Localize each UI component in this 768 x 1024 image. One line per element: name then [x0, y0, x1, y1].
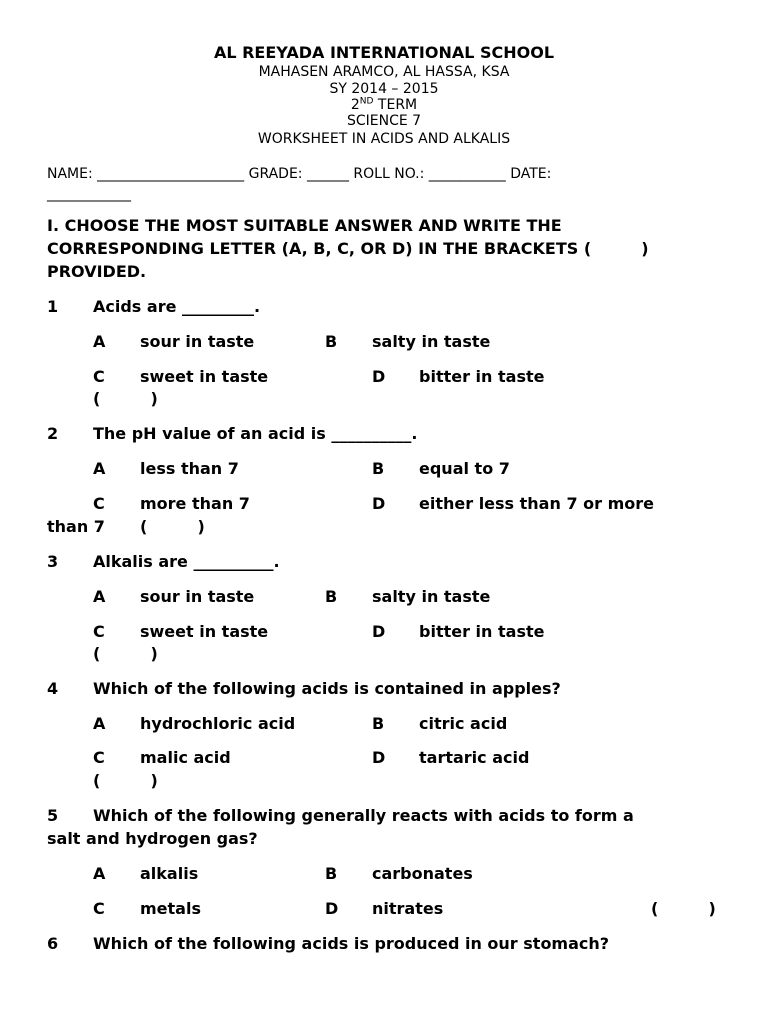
option-text: bitter in taste — [419, 367, 545, 386]
option-text: sour in taste — [140, 587, 255, 606]
option-letter: D — [372, 622, 386, 641]
option-text: tartaric acid — [419, 748, 530, 767]
option-text: less than 7 — [140, 459, 239, 478]
question-number: 5 — [47, 806, 59, 825]
option-text: nitrates — [372, 899, 444, 918]
school-year: SY 2014 – 2015 — [329, 81, 439, 97]
question-text: The pH value of an acid is __________. — [93, 424, 418, 443]
option-letter: C — [93, 899, 105, 918]
question-text-continuation: salt and hydrogen gas? — [47, 829, 258, 848]
option-text: either less than 7 or more — [419, 494, 654, 513]
question-text: Which of the following acids is produced in our stomach? — [93, 934, 610, 953]
option-letter: D — [325, 899, 339, 918]
option-letter: C — [93, 622, 105, 641]
instructions-line-3: PROVIDED. — [47, 262, 147, 281]
option-letter: D — [372, 748, 386, 767]
option-letter: A — [93, 587, 106, 606]
option-letter: D — [372, 494, 386, 513]
option-letter: A — [93, 459, 106, 478]
option-letter: A — [93, 864, 106, 883]
option-text: bitter in taste — [419, 622, 545, 641]
option-letter: A — [93, 714, 106, 733]
answer-bracket: ( ) — [93, 389, 158, 408]
option-letter: C — [93, 367, 105, 386]
instructions-line-1: I. CHOOSE THE MOST SUITABLE ANSWER AND WRITE THE — [47, 216, 562, 235]
question-number: 2 — [47, 424, 59, 443]
worksheet-title: WORKSHEET IN ACIDS AND ALKALIS — [257, 131, 511, 147]
option-text: malic acid — [140, 748, 231, 767]
option-letter: B — [372, 459, 385, 478]
option-letter: C — [93, 748, 105, 767]
term — [0, 97, 768, 114]
option-text: equal to 7 — [419, 459, 510, 478]
option-letter: C — [93, 494, 105, 513]
option-text: carbonates — [372, 864, 473, 883]
student-info-date-blank: ____________ — [47, 186, 131, 202]
option-letter: B — [325, 332, 338, 351]
answer-bracket: ( ) — [651, 899, 716, 918]
option-letter: A — [93, 332, 106, 351]
school-address: MAHASEN ARAMCO, AL HASSA, KSA — [258, 64, 510, 80]
term-word: TERM — [373, 97, 418, 113]
option-text: salty in taste — [372, 587, 491, 606]
option-text: citric acid — [419, 714, 508, 733]
question-text: Which of the following generally reacts with acids to form a — [93, 806, 634, 825]
option-text: metals — [140, 899, 201, 918]
question-text: Alkalis are __________. — [93, 552, 280, 571]
student-info-line: NAME: _____________________ GRADE: ______ ROLL NO.: ___________ DATE: — [47, 166, 552, 182]
option-letter: B — [325, 864, 338, 883]
school-name: AL REEYADA INTERNATIONAL SCHOOL — [213, 43, 555, 62]
term-number: 2 — [350, 97, 360, 113]
question-number: 4 — [47, 679, 59, 698]
option-letter: B — [325, 587, 338, 606]
answer-bracket: ( ) — [140, 517, 205, 536]
term-suffix: ND — [359, 96, 374, 107]
option-text: sour in taste — [140, 332, 255, 351]
answer-bracket: ( ) — [93, 771, 158, 790]
instructions-line-2: CORRESPONDING LETTER (A, B, C, OR D) IN THE BRACKETS ( ) — [47, 239, 649, 258]
question-text: Which of the following acids is contained in apples? — [93, 679, 561, 698]
option-text: hydrochloric acid — [140, 714, 296, 733]
question-text: Acids are _________. — [93, 297, 261, 316]
option-text: sweet in taste — [140, 367, 269, 386]
option-text: more than 7 — [140, 494, 250, 513]
question-number: 3 — [47, 552, 59, 571]
subject: SCIENCE 7 — [346, 113, 422, 129]
option-letter: D — [372, 367, 386, 386]
answer-bracket: ( ) — [93, 644, 158, 663]
question-number: 6 — [47, 934, 59, 953]
option-text: salty in taste — [372, 332, 491, 351]
option-text: sweet in taste — [140, 622, 269, 641]
option-text: alkalis — [140, 864, 199, 883]
question-number: 1 — [47, 297, 59, 316]
option-letter: B — [372, 714, 385, 733]
option-continuation: than 7 — [47, 517, 105, 536]
